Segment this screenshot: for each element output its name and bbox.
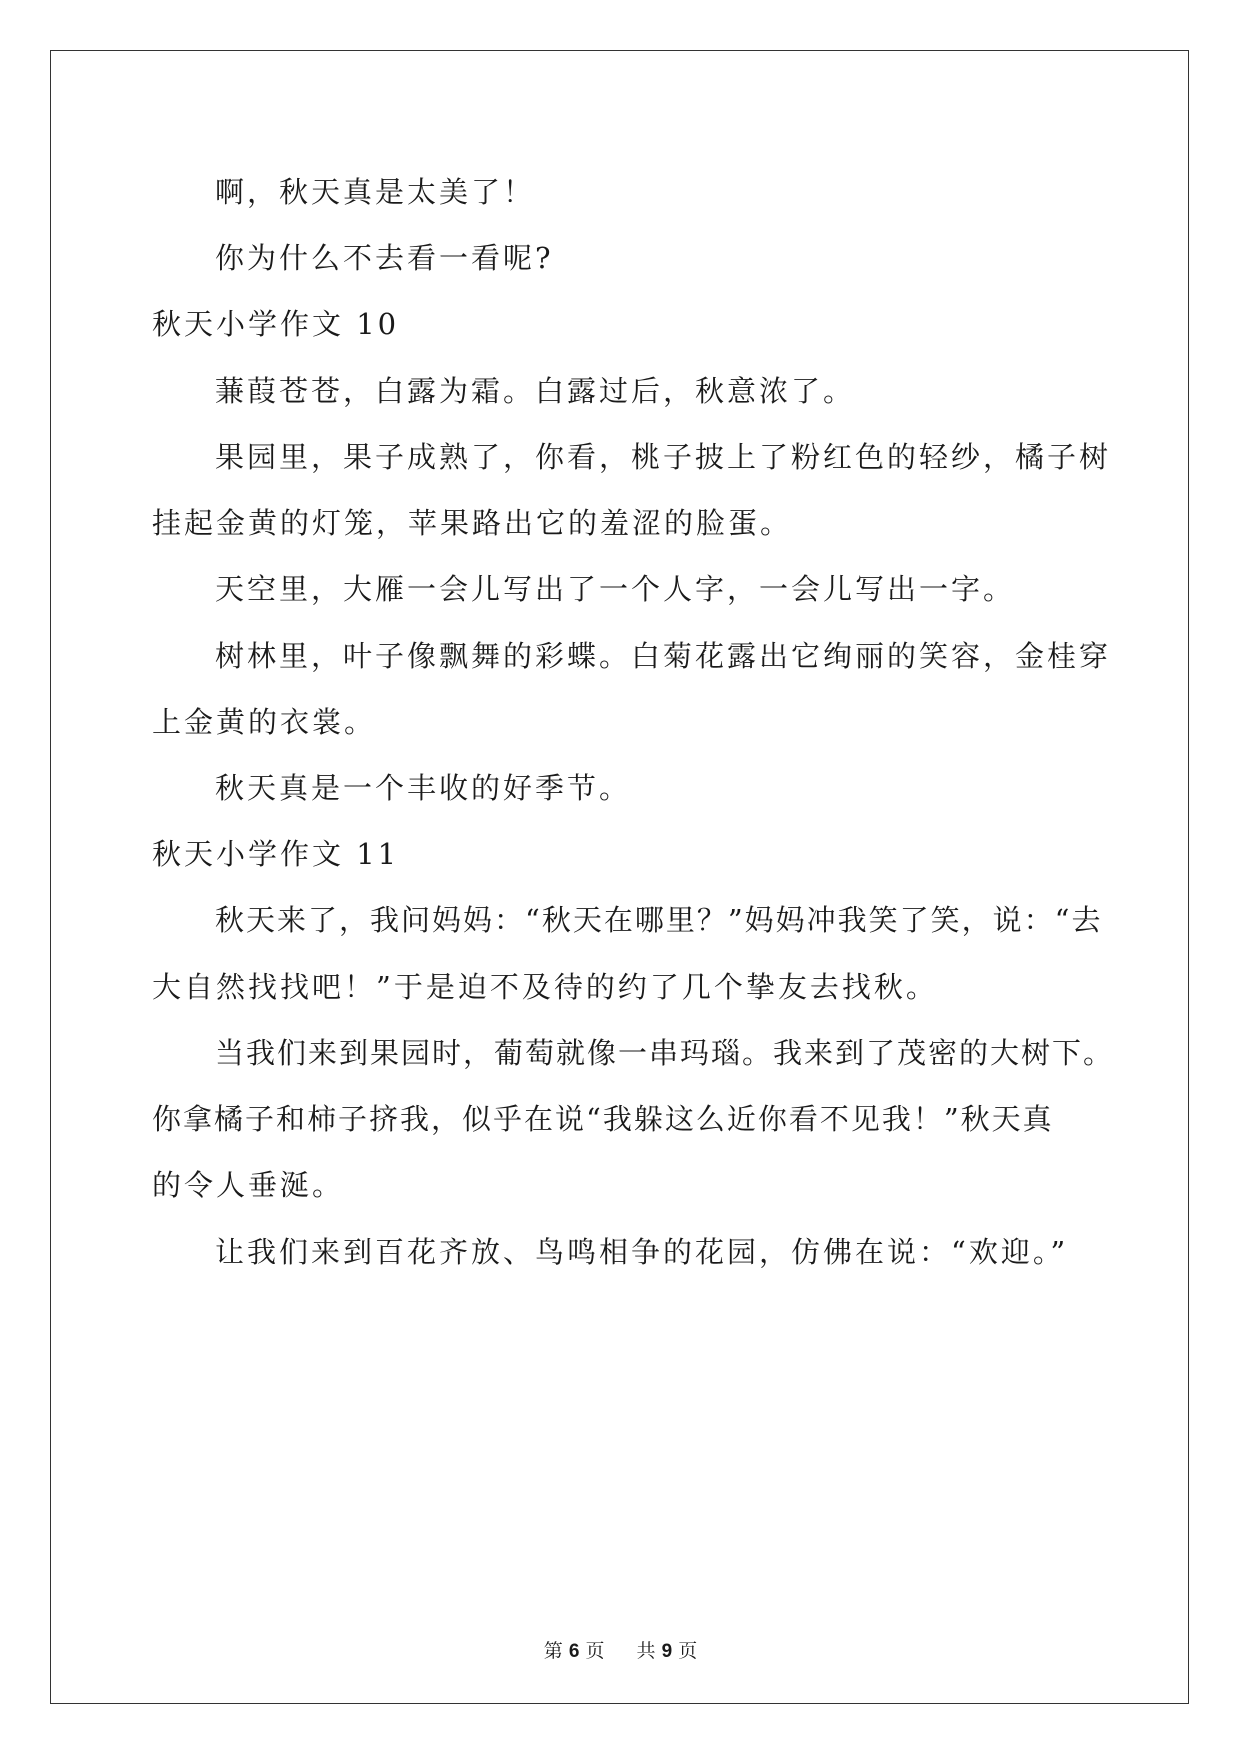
paragraph-line: 蒹葭苍苍，白露为霜。白露过后，秋意浓了。: [215, 374, 856, 408]
paragraph-line: 秋天真是一个丰收的好季节。: [215, 771, 632, 805]
paragraph-line: 挂起金黄的灯笼，苹果路出它的羞涩的脸蛋。: [152, 506, 793, 540]
page-footer: [0, 1639, 1241, 1664]
paragraph-line: 你拿橘子和柿子挤我，似乎在说“我躲这么近你看不见我！”秋天真: [152, 1102, 1054, 1136]
paragraph-line: 天空里，大雁一会儿写出了一个人字，一会儿写出一字。: [215, 572, 1016, 606]
section-heading: 秋天小学作文 11: [152, 837, 400, 871]
page-current: 6: [568, 1641, 580, 1662]
page-border: [50, 50, 1189, 1704]
paragraph-line: 果园里，果子成熟了，你看，桃子披上了粉红色的轻纱，橘子树: [215, 440, 1112, 474]
page-total: 9: [661, 1641, 673, 1662]
total-suffix: 页: [678, 1640, 698, 1662]
page-prefix: 第: [543, 1640, 563, 1662]
section-heading: 秋天小学作文 10: [152, 307, 400, 341]
paragraph-line: 大自然找找吧！”于是迫不及待的约了几个挚友去找秋。: [152, 970, 938, 1004]
paragraph-line: 上金黄的衣裳。: [152, 705, 377, 739]
paragraph-line: 啊，秋天真是太美了！: [215, 175, 536, 209]
page-suffix: 页: [585, 1640, 605, 1662]
paragraph-line: 当我们来到果园时，葡萄就像一串玛瑙。我来到了茂密的大树下。: [215, 1036, 1115, 1070]
paragraph-line: 秋天来了，我问妈妈：“秋天在哪里？”妈妈冲我笑了笑，说：“去: [215, 903, 1103, 937]
paragraph-line: 的令人垂涎。: [152, 1168, 345, 1202]
paragraph-line: 树林里，叶子像飘舞的彩蝶。白菊花露出它绚丽的笑容，金桂穿: [215, 639, 1112, 673]
paragraph-line: 你为什么不去看一看呢?: [215, 241, 554, 275]
paragraph-line: 让我们来到百花齐放、鸟鸣相争的花园，仿佛在说：“欢迎。”: [215, 1235, 1069, 1269]
total-prefix: 共: [636, 1640, 656, 1662]
